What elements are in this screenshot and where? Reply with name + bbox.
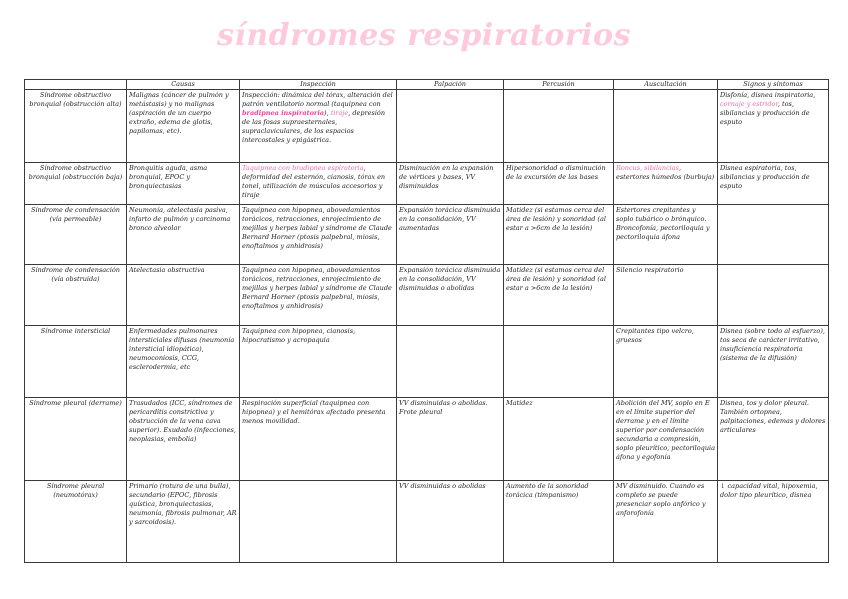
highlight-text: cornaje y estridor [720,100,778,108]
cell-inspeccion [240,481,397,563]
cell-percusion: Aumento de la sonoridad torácica (timpanismo) [504,481,614,563]
cell-auscultacion: Estertores crepitantes y soplo tubárico o brónquico. Broncofonía, pectoriloquia y pectoriloquia áfona [614,205,718,265]
highlight-text: bradipnea inspiratoria [242,109,325,117]
syndrome-name: Síndrome pleural (derrame) [25,398,127,481]
cell-causas: Bronquitis aguda, asma bronquial, EPOC y bronquiectasias [127,163,240,205]
cell-causas: Primario (rotura de una bulla), secundario (EPOC, fibrosis quística, bronquiectasias, neumonía, fibrosis pulmonar, AR y sarcoidosis). [127,481,240,563]
cell-signos: ↓ capacidad vital, hipoxemia, dolor tipo pleurítico, disnea [718,481,829,563]
respiratory-syndromes-table [24,79,829,563]
header-blank [25,80,127,90]
cell-auscultacion: Abolición del MV, soplo en E en el límite superior del derrame y en el límite superior por condensación secundaria a compresión, soplo pleurítico, pectoriloquia áfona y egofonía [614,398,718,481]
cell-inspeccion: Taquipnea con hipopnea, cianosis, hipocratismo y acropaquia [240,326,397,398]
cell-causas: Atelectasia obstructiva [127,265,240,326]
header-auscultacion: Auscultación [614,80,718,90]
cell-percusion [504,90,614,163]
syndrome-name: Síndrome pleural (neumotórax) [25,481,127,563]
highlight-text: tiraje [330,109,349,117]
cell-percusion: Matidez [504,398,614,481]
cell-palpacion: Expansión torácica disminuida en la consolidación, VV aumentadas [397,205,504,265]
table-row [25,163,829,205]
header-palpacion: Palpación [397,80,504,90]
cell-inspeccion: Taquipnea con hipopnea, abovedamientos torácicos, retracciones, enrojecimiento de mejillas y herpes labial y síndrome de Claude Bernard Horner (ptosis palpebral, miosis, enoftalmos y anhidrosis) [240,205,397,265]
syndrome-name: Síndrome obstructivo bronquial (obstrucción baja) [25,163,127,205]
header-row [25,80,829,90]
cell-causas: Neumonía, atelectasia pasiva, infarto de pulmón y carcinoma bronco alveolar [127,205,240,265]
cell-palpacion: VV disminuidas o abolidas. Frote pleural [397,398,504,481]
cell-palpacion: VV disminuidas o abolidas [397,481,504,563]
table-row [25,398,829,481]
cell-auscultacion: Roncus, sibilancias, estertores húmedos (burbuja) [614,163,718,205]
syndrome-name: Síndrome obstructivo bronquial (obstrucción alta) [25,90,127,163]
cell-percusion: Matidez (si estamos cerca del área de lesión) y sonoridad (al estar a >6cm de la lesión) [504,205,614,265]
cell-auscultacion [614,90,718,163]
cell-percusion [504,326,614,398]
table-row [25,265,829,326]
header-causas: Causas [127,80,240,90]
cell-auscultacion: Crepitantes tipo velcro, gruesos [614,326,718,398]
highlight-text: Taquipnea con bradipnea espiratoria [242,164,364,172]
cell-percusion: Matidez (si estamos cerca del área de lesión) y sonoridad (al estar a >6cm de la lesión) [504,265,614,326]
syndrome-name: Síndrome intersticial [25,326,127,398]
cell-signos: Disfonía, disnea inspiratoria, cornaje y estridor, tos, sibilancias y producción de esputo [718,90,829,163]
header-percusion: Percusión [504,80,614,90]
cell-signos: Disnea, tos y dolor pleural. También ortopnea, palpitaciones, edemas y dolores articulares [718,398,829,481]
cell-signos: Disnea (sobre todo al esfuerzo), tos seca de carácter irritativo, insuficiencia respiratoria (sistema de la difusión) [718,326,829,398]
table-row [25,205,829,265]
cell-signos [718,205,829,265]
cell-causas: Trasudados (ICC, síndromes de pericarditis constrictiva y obstrucción de la vena cava superior). Exudado (infecciones, neoplasias, embolia) [127,398,240,481]
syndrome-name: Síndrome de condensación (vía permeable) [25,205,127,265]
table-row [25,90,829,163]
cell-auscultacion: Silencio respiratorio [614,265,718,326]
cell-percusion: Hipersonoridad o disminución de la excursión de las bases [504,163,614,205]
cell-palpacion: Disminución en la expansión de vértices y bases, VV disminuidas [397,163,504,205]
cell-inspeccion: Inspección: dinámica del tórax, alteración del patrón ventilatorio normal (taquipnea con bradipnea inspiratoria), tiraje, depresión de las fosas supraesternales, supraclaviculares, de los espacios intercostales y epigástrica. [240,90,397,163]
cell-causas: Enfermedades pulmonares intersticiales difusas (neumonía intersticial idiopática), neumoconiosis, CCG, esclerodermia, etc [127,326,240,398]
cell-inspeccion: Respiración superficial (taquipnea con hipopnea) y el hemitórax afectado presenta menos movilidad. [240,398,397,481]
cell-signos: Disnea espiratoria, tos, sibilancias y producción de esputo [718,163,829,205]
highlight-text: Roncus, sibilancias [616,164,680,172]
cell-palpacion [397,90,504,163]
cell-palpacion: Expansión torácica disminuida en la consolidación, VV disminuidas o abolidas [397,265,504,326]
cell-palpacion [397,326,504,398]
cell-causas: Malignas (cáncer de pulmón y metástasis) y no malignas (aspiración de un cuerpo extraño, edema de glotis, papilomas, etc). [127,90,240,163]
cell-signos [718,265,829,326]
cell-inspeccion: Taquipnea con bradipnea espiratoria, deformidad del esternón, cianosis, tórax en tonel, utilización de músculos accesorios y tiraje [240,163,397,205]
cell-auscultacion: MV disminuido. Cuando es completo se puede presenciar soplo anfórico y anforofonía [614,481,718,563]
page-title: síndromes respiratorios [217,18,631,53]
cell-inspeccion: Taquipnea con hipopnea, abovedamientos torácicos, retracciones, enrojecimiento de mejillas y herpes labial y síndrome de Claude Bernard Horner (ptosis palpebral, miosis, enoftalmos y anhidrosis) [240,265,397,326]
table-row [25,326,829,398]
header-signos: Signos y síntomas [718,80,829,90]
table-row [25,481,829,563]
syndrome-name: Síndrome de condensación (vía obstruida) [25,265,127,326]
header-inspeccion: Inspección [240,80,397,90]
